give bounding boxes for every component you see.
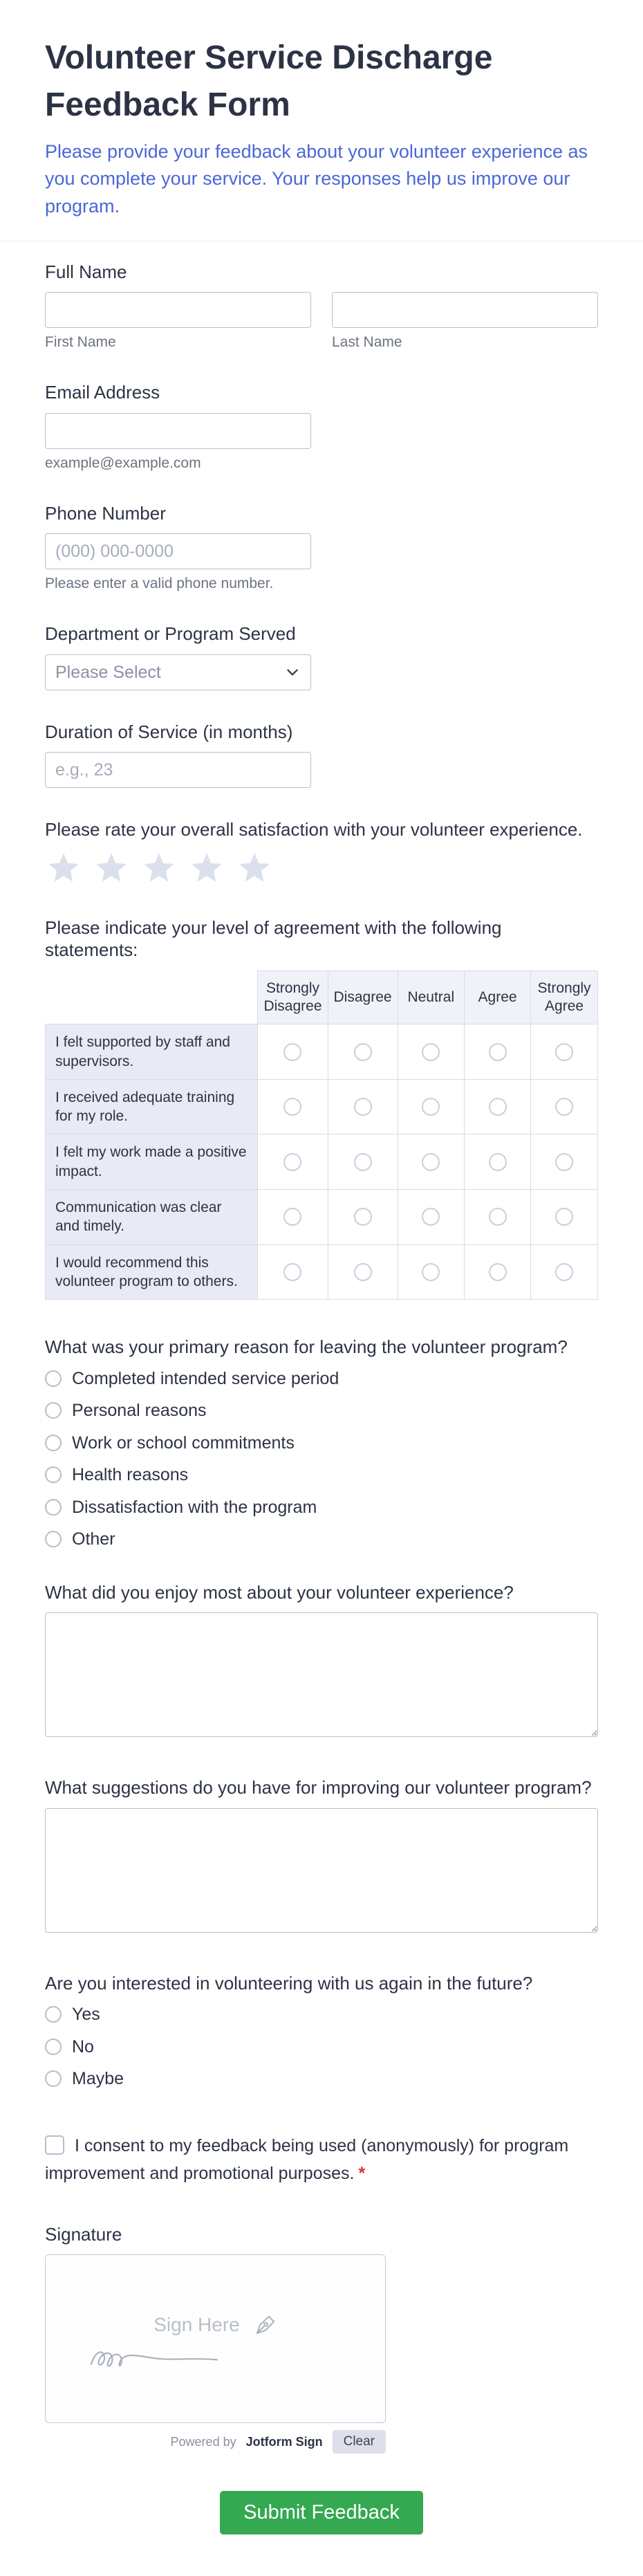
matrix-column-header: Strongly Disagree — [258, 970, 328, 1024]
matrix-radio-cell[interactable] — [328, 1190, 398, 1245]
radio-button[interactable] — [555, 1043, 573, 1061]
radio-option-label: Dissatisfaction with the program — [72, 1497, 317, 1517]
matrix-row-label: I received adequate training for my role. — [46, 1079, 258, 1134]
radio-option-label: Completed intended service period — [72, 1368, 339, 1388]
matrix-row — [46, 1190, 598, 1245]
matrix-radio-cell[interactable] — [258, 1079, 328, 1134]
radio-option-label: Work or school commitments — [72, 1433, 295, 1453]
jotform-sign-brand: Jotform Sign — [245, 2434, 323, 2449]
radio-button[interactable] — [489, 1208, 507, 1226]
matrix-radio-cell[interactable] — [398, 1190, 465, 1245]
matrix-radio-cell[interactable] — [328, 1134, 398, 1190]
matrix-radio-cell[interactable] — [258, 1024, 328, 1080]
form-header — [0, 0, 643, 220]
radio-button[interactable] — [283, 1263, 301, 1281]
radio-button[interactable] — [283, 1098, 301, 1116]
radio-button[interactable] — [45, 2070, 62, 2087]
enjoy-most-label: What did you enjoy most about your volunteer experience? — [45, 1581, 514, 1603]
radio-option-label: Health reasons — [72, 1465, 189, 1485]
star-rating — [45, 850, 598, 886]
duration-input[interactable] — [45, 752, 311, 788]
signature-squiggle — [88, 2339, 220, 2373]
field-full-name — [45, 261, 598, 351]
matrix-radio-cell[interactable] — [328, 1024, 398, 1080]
signature-pad[interactable] — [45, 2254, 386, 2423]
radio-option-label: No — [72, 2036, 94, 2057]
radio-button[interactable] — [555, 1098, 573, 1116]
field-enjoy-most — [45, 1581, 598, 1741]
radio-option[interactable] — [45, 2068, 598, 2090]
matrix-column-header: Strongly Agree — [531, 970, 598, 1024]
radio-button[interactable] — [45, 1435, 62, 1451]
matrix-row — [46, 1134, 598, 1190]
field-suggestions — [45, 1776, 598, 1936]
department-label: Department or Program Served — [45, 623, 296, 645]
radio-button[interactable] — [489, 1098, 507, 1116]
radio-button[interactable] — [422, 1263, 440, 1281]
radio-button[interactable] — [555, 1263, 573, 1281]
page-subtitle: Please provide your feedback about your volunteer experience as you complete your service. Your responses help us improve our program. — [45, 141, 588, 217]
matrix-radio-cell[interactable] — [258, 1134, 328, 1190]
radio-button[interactable] — [283, 1153, 301, 1171]
email-input[interactable] — [45, 413, 311, 449]
satisfaction-label: Please rate your overall satisfaction with your volunteer experience. — [45, 819, 583, 840]
radio-button[interactable] — [422, 1098, 440, 1116]
phone-input[interactable] — [45, 533, 311, 569]
radio-button[interactable] — [489, 1263, 507, 1281]
radio-option[interactable] — [45, 1399, 598, 1422]
radio-button[interactable] — [45, 1466, 62, 1483]
field-department — [45, 623, 598, 690]
matrix-radio-cell[interactable] — [531, 1244, 598, 1300]
matrix-radio-cell[interactable] — [398, 1134, 465, 1190]
radio-button[interactable] — [45, 1402, 62, 1419]
radio-button[interactable] — [45, 1370, 62, 1387]
radio-button[interactable] — [283, 1043, 301, 1061]
field-satisfaction — [45, 818, 598, 886]
matrix-column-header: Disagree — [328, 970, 398, 1024]
matrix-radio-cell[interactable] — [465, 1244, 531, 1300]
last-name-input[interactable] — [332, 292, 598, 328]
radio-option-label: Yes — [72, 2005, 100, 2025]
pen-nib-icon — [254, 2313, 277, 2337]
star-icon[interactable] — [140, 850, 178, 886]
matrix-radio-cell[interactable] — [465, 1024, 531, 1080]
duration-label: Duration of Service (in months) — [45, 721, 293, 742]
department-select[interactable] — [45, 654, 311, 690]
radio-button[interactable] — [45, 2039, 62, 2055]
first-name-input[interactable] — [45, 292, 311, 328]
radio-option[interactable] — [45, 1464, 598, 1487]
radio-button[interactable] — [354, 1208, 372, 1226]
signature-label: Signature — [45, 2223, 122, 2245]
radio-button[interactable] — [555, 1153, 573, 1171]
radio-button[interactable] — [354, 1098, 372, 1116]
field-email — [45, 381, 598, 472]
email-sublabel: example@example.com — [45, 454, 201, 471]
radio-button[interactable] — [422, 1043, 440, 1061]
radio-button[interactable] — [45, 1499, 62, 1516]
radio-button[interactable] — [45, 1531, 62, 1547]
radio-button[interactable] — [422, 1208, 440, 1226]
field-agreement-matrix — [45, 917, 598, 1300]
full-name-label: Full Name — [45, 261, 127, 282]
matrix-radio-cell[interactable] — [398, 1024, 465, 1080]
star-icon[interactable] — [188, 850, 225, 886]
matrix-row-label: I felt supported by staff and supervisors. — [46, 1024, 258, 1080]
radio-button[interactable] — [489, 1153, 507, 1171]
matrix-radio-cell[interactable] — [398, 1244, 465, 1300]
matrix-row — [46, 1024, 598, 1080]
radio-button[interactable] — [283, 1208, 301, 1226]
radio-button[interactable] — [45, 2006, 62, 2023]
matrix-corner-cell — [46, 970, 258, 1024]
star-icon[interactable] — [45, 850, 82, 886]
first-name-sublabel: First Name — [45, 334, 116, 351]
clear-button[interactable]: Clear — [333, 2430, 386, 2454]
field-leaving-reason — [45, 1336, 598, 1551]
matrix-radio-cell[interactable] — [531, 1024, 598, 1080]
consent-checkbox[interactable] — [45, 2135, 64, 2155]
matrix-radio-cell[interactable] — [328, 1244, 398, 1300]
last-name-sublabel: Last Name — [332, 334, 402, 351]
radio-option[interactable] — [45, 1496, 598, 1519]
sign-here-placeholder: Sign Here — [153, 2314, 240, 2336]
radio-button[interactable] — [489, 1043, 507, 1061]
radio-button[interactable] — [422, 1153, 440, 1171]
star-icon[interactable] — [236, 850, 273, 886]
suggestions-textarea[interactable] — [45, 1808, 598, 1933]
radio-option[interactable] — [45, 2003, 598, 2026]
matrix-row — [46, 1244, 598, 1300]
radio-option-label: Other — [72, 1529, 115, 1549]
matrix-radio-cell[interactable] — [465, 1079, 531, 1134]
matrix-radio-cell[interactable] — [531, 1190, 598, 1245]
matrix-radio-cell[interactable] — [258, 1190, 328, 1245]
field-duration — [45, 721, 598, 789]
matrix-radio-cell[interactable] — [465, 1134, 531, 1190]
matrix-column-header: Agree — [465, 970, 531, 1024]
email-label: Email Address — [45, 382, 160, 403]
matrix-column-header: Neutral — [398, 970, 465, 1024]
submit-button[interactable]: Submit Feedback — [220, 2491, 423, 2534]
matrix-row-label: Communication was clear and timely. — [46, 1190, 258, 1245]
radio-option[interactable] — [45, 1432, 598, 1455]
matrix-radio-cell[interactable] — [531, 1079, 598, 1134]
matrix-row-label: I would recommend this volunteer program to others. — [46, 1244, 258, 1300]
radio-button[interactable] — [354, 1043, 372, 1061]
matrix-radio-cell[interactable] — [398, 1079, 465, 1134]
suggestions-label: What suggestions do you have for improving our volunteer program? — [45, 1777, 592, 1798]
matrix-row-label: I felt my work made a positive impact. — [46, 1134, 258, 1190]
field-phone — [45, 502, 598, 593]
radio-button[interactable] — [354, 1263, 372, 1281]
powered-by-text: Powered by — [170, 2434, 236, 2449]
matrix-radio-cell[interactable] — [531, 1134, 598, 1190]
page-title: Volunteer Service Discharge Feedback Form — [45, 39, 493, 124]
phone-sublabel: Please enter a valid phone number. — [45, 576, 274, 592]
enjoy-most-textarea[interactable] — [45, 1612, 598, 1737]
matrix-row — [46, 1079, 598, 1134]
radio-button[interactable] — [354, 1153, 372, 1171]
matrix-radio-cell[interactable] — [465, 1190, 531, 1245]
radio-option-label: Personal reasons — [72, 1401, 207, 1421]
consent-label: I consent to my feedback being used (anonymously) for program improvement and promotional purposes. — [45, 2135, 569, 2183]
radio-button[interactable] — [555, 1208, 573, 1226]
required-asterisk: * — [358, 2163, 366, 2183]
leaving-reason-label: What was your primary reason for leaving the volunteer program? — [45, 1336, 568, 1358]
matrix-radio-cell[interactable] — [328, 1079, 398, 1134]
agreement-matrix-label: Please indicate your level of agreement with the following statements: — [45, 917, 502, 961]
radio-option[interactable] — [45, 1368, 598, 1390]
radio-option[interactable] — [45, 1528, 598, 1551]
star-icon[interactable] — [93, 850, 130, 886]
volunteer-again-label: Are you interested in volunteering with us again in the future? — [45, 1972, 533, 1994]
phone-label: Phone Number — [45, 502, 166, 524]
field-volunteer-again — [45, 1972, 598, 2090]
radio-option-label: Maybe — [72, 2069, 124, 2089]
field-consent — [45, 2132, 598, 2187]
radio-option[interactable] — [45, 2036, 598, 2059]
field-signature — [45, 2223, 598, 2454]
agreement-matrix-table — [45, 970, 598, 1300]
matrix-radio-cell[interactable] — [258, 1244, 328, 1300]
